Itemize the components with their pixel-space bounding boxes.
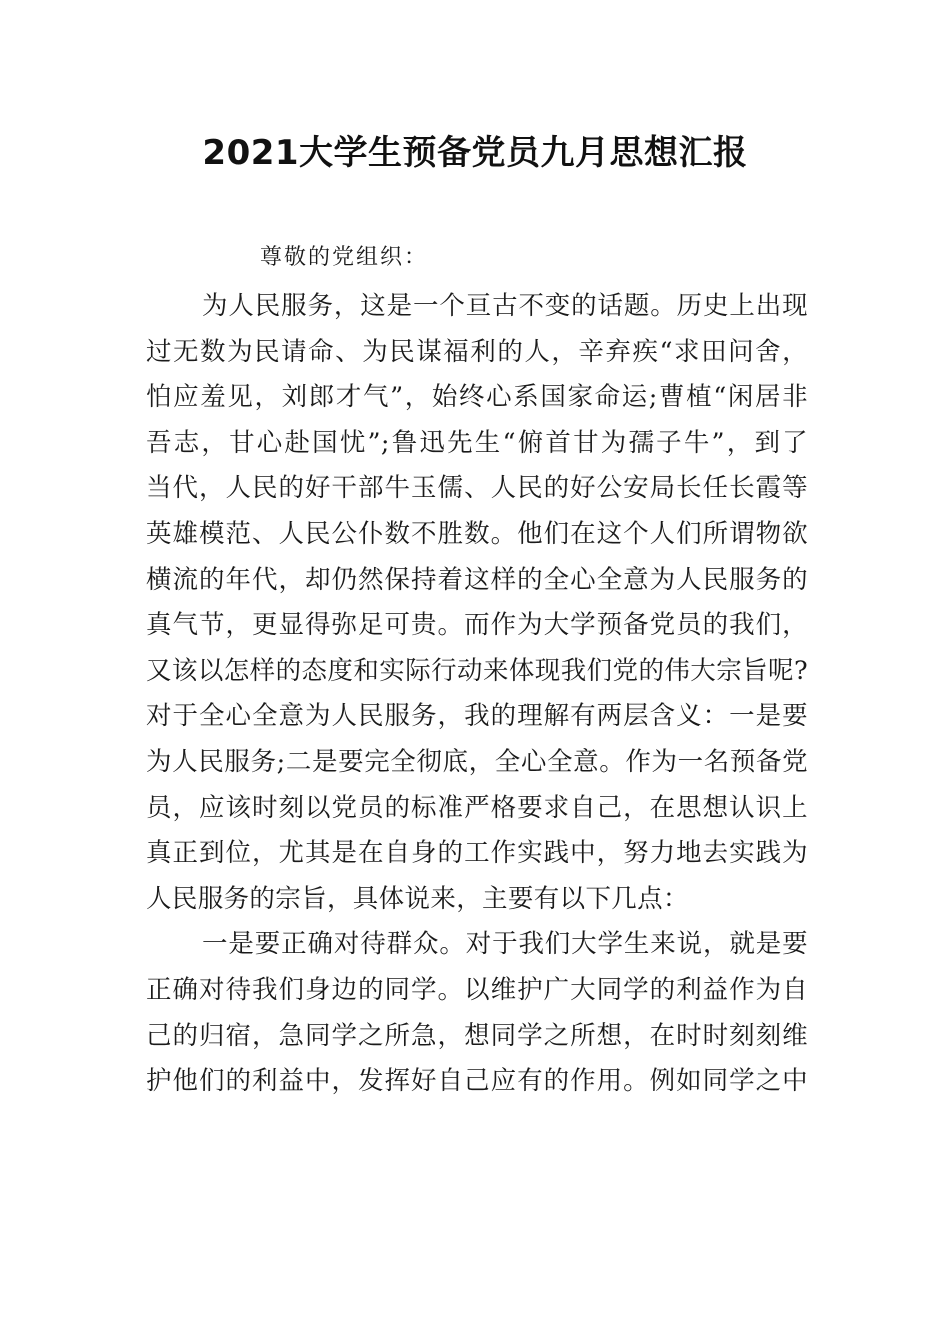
paragraph-line: 英雄模范、人民公仆数不胜数。他们在这个人们所谓物欲 — [146, 518, 808, 549]
paragraph-line: 为人民服务;二是要完全彻底，全心全意。作为一名预备党 — [146, 746, 808, 777]
paragraph-line: 为人民服务，这是一个亘古不变的话题。历史上出现 — [202, 291, 808, 321]
paragraph-line: 一是要正确对待群众。对于我们大学生来说，就是要 — [202, 929, 808, 960]
paragraph-line: 真气节，更显得弥足可贵。而作为大学预备党员的我们， — [146, 610, 808, 641]
paragraph-line: 当代，人民的好干部牛玉儒、人民的好公安局长任长霞等 — [146, 473, 808, 504]
paragraph-line: 对于全心全意为人民服务，我的理解有两层含义：一是要 — [146, 701, 808, 732]
paragraph-line: 横流的年代，却仍然保持着这样的全心全意为人民服务的 — [146, 564, 808, 595]
paragraph-line: 吾志，甘心赴国忧”;鲁迅先生“俯首甘为孺子牛”，到了 — [146, 427, 808, 458]
paragraph-line: 护他们的利益中，发挥好自己应有的作用。例如同学之中 — [146, 1066, 808, 1097]
body-text — [146, 284, 808, 1105]
paragraph-line: 正确对待我们身边的同学。以维护广大同学的利益作为自 — [146, 974, 808, 1005]
paragraph-line: 员，应该时刻以党员的标准严格要求自己，在思想认识上 — [146, 792, 808, 823]
paragraph-line: 真正到位，尤其是在自身的工作实践中，努力地去实践为 — [146, 838, 808, 869]
document-title: 2021大学生预备党员九月思想汇报 — [202, 133, 748, 173]
paragraph-line: 怕应羞见，刘郎才气”，始终心系国家命运;曹植“闲居非 — [146, 382, 808, 413]
paragraph-line: 过无数为民请命、为民谋福利的人，辛弃疾“求田问舍， — [146, 336, 808, 367]
paragraph-line: 又该以怎样的态度和实际行动来体现我们党的伟大宗旨呢? — [146, 655, 808, 686]
paragraph-line: 人民服务的宗旨，具体说来，主要有以下几点： — [146, 883, 689, 914]
paragraph-line: 己的归宿，急同学之所急，想同学之所想，在时时刻刻维 — [146, 1020, 808, 1051]
salutation: 尊敬的党组织： — [260, 245, 429, 270]
